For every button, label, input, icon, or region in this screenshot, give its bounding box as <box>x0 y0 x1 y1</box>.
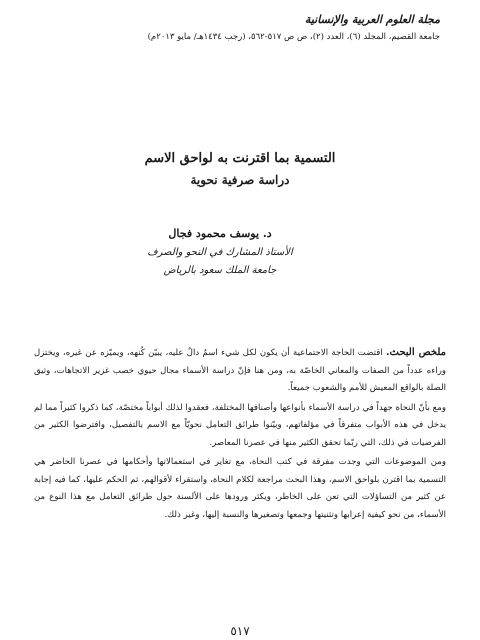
abstract-paragraph-1 <box>34 344 446 398</box>
journal-title: مجلة العلوم العربية والإنسانية <box>304 13 440 26</box>
abstract-label: ملخص البحث. <box>386 347 447 358</box>
author-name: د. يوسف محمود فجال <box>168 227 272 240</box>
journal-header <box>40 12 440 44</box>
journal-citation: جامعة القصيم، المجلد (٦)، العدد (٢)، ص ص ٥١٧-٥٦٢، (رجب ١٤٣٤هـ/ مايو ٢٠١٣م) <box>147 32 440 42</box>
author-position: الأستاذ المشارك في النحو والصرف <box>147 247 293 258</box>
abstract-paragraph-3: ومن الموضوعات التي وجدت مفرقة في كتب النحاة، مع تغاير في استعمالاتها وأحكامها في عصرنا الحاضر هي التسمية بما اقترن بلواحق الاسم، وهذا البحث مراجعة لكلام النحاة، واستقراء لأقوالهم، ثم الحكم عليها، كما فيه إجابة عن كثير من التساؤلات التي تعن على الخاطر، ويكثر ورودها على الألسنة حول طرائق التعامل مع هذا النوع من الأسماء، من نحو كيفية إعرابها وتثنيتها وجمعها وتصغيرها والنسبة إليها، وغير ذلك. <box>34 457 446 520</box>
title-block <box>0 148 480 190</box>
paper-subtitle: دراسة صرفية نحوية <box>190 173 290 187</box>
page-number: ٥١٧ <box>230 624 250 638</box>
abstract <box>34 344 446 526</box>
abstract-paragraph-2: ومع بأنّ النحاة جهداً في دراسة الأسماء بأنواعها وأصنافها المختلفة، فعقدوا لذلك أبواباً مختصّة، كما ذكروا كثيراً مما لم يدخل في هذه الأبواب متفرقاً في مؤلفاتهم، وبيّنوا طرائق التعامل نحويّاً مع الاسم بالتفصيل، وافترضوا الكثير من الفرضيات في ذلك، التي ربّما تحقق الكثير منها في عصرنا المعاصر. <box>34 402 446 448</box>
abstract-text-1: اقتضت الحاجة الاجتماعية أن يكون لكل شيء اسمٌ دالٌ عليه، يبيّن كُنهه، ويميّزه عن غيره، ويختزل وراءه عدداً من الصفات والمعاني الخاصّة به، ومن هنا فإنّ دراسة الأسماء مجال حيوي خصب غزير الاتجاهات، وثيق الصلة بالواقع المعيش للأمم والشعوب جميعاً. <box>34 348 446 393</box>
author-block <box>0 224 480 280</box>
author-affiliation: جامعة الملك سعود بالرياض <box>163 265 277 276</box>
paper-title: التسمية بما اقترنت به لواحق الاسم <box>144 151 336 166</box>
